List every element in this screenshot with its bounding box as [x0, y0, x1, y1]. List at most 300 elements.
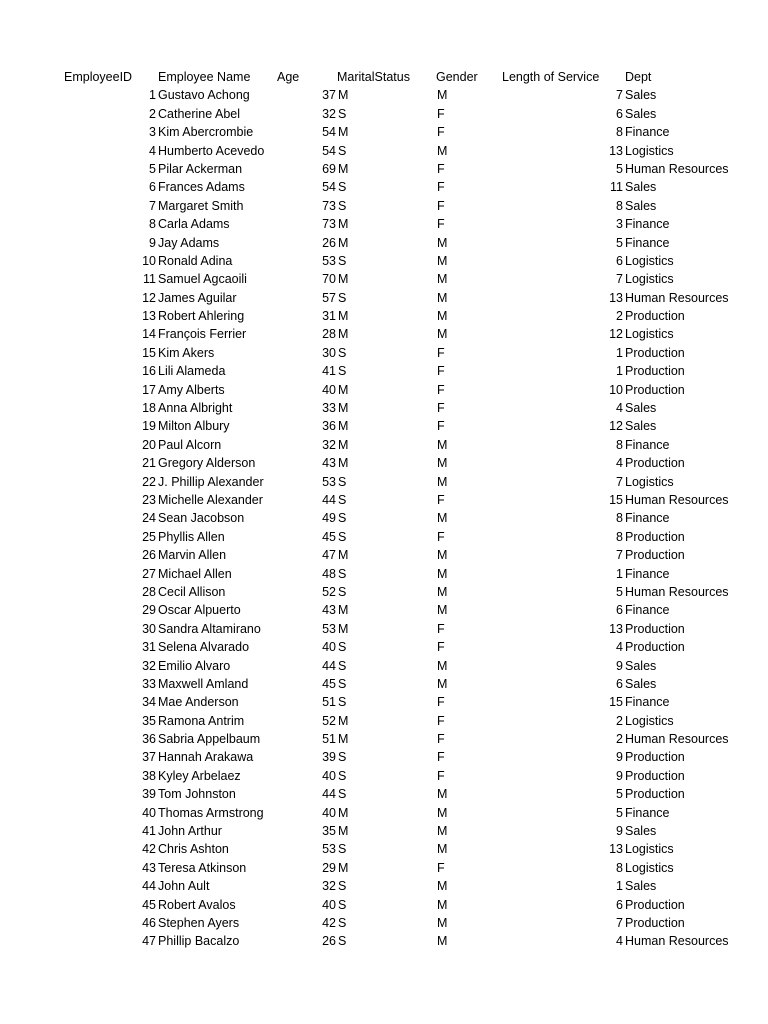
dept-cell[interactable]: Finance: [625, 603, 670, 618]
employee-name-cell[interactable]: James Aguilar: [158, 290, 237, 305]
length-of-service-cell[interactable]: 1: [616, 345, 623, 360]
employee-name-cell[interactable]: Mae Anderson: [158, 695, 239, 710]
dept-cell[interactable]: Finance: [625, 805, 670, 820]
length-of-service-cell[interactable]: 7: [616, 272, 623, 287]
marital-status-cell[interactable]: S: [338, 290, 347, 305]
age-cell[interactable]: 52: [322, 584, 336, 599]
employee-name-cell[interactable]: Lili Alameda: [158, 364, 226, 379]
employee-id-cell[interactable]: 36: [142, 732, 156, 747]
marital-status-cell[interactable]: M: [338, 161, 349, 176]
employee-id-cell[interactable]: 9: [149, 235, 156, 250]
dept-cell[interactable]: Human Resources: [625, 732, 729, 747]
gender-cell[interactable]: F: [437, 125, 445, 140]
length-of-service-cell[interactable]: 5: [616, 787, 623, 802]
header-gender[interactable]: Gender: [436, 70, 478, 84]
employee-id-cell[interactable]: 32: [142, 658, 156, 673]
employee-name-cell[interactable]: Emilio Alvaro: [158, 658, 231, 673]
employee-name-cell[interactable]: Teresa Atkinson: [158, 860, 247, 875]
dept-cell[interactable]: Production: [625, 640, 685, 655]
employee-id-cell[interactable]: 8: [149, 217, 156, 232]
gender-cell[interactable]: M: [437, 584, 448, 599]
length-of-service-cell[interactable]: 7: [616, 474, 623, 489]
marital-status-cell[interactable]: S: [338, 106, 347, 121]
employee-id-cell[interactable]: 30: [142, 621, 156, 636]
dept-cell[interactable]: Logistics: [625, 253, 674, 268]
marital-status-cell[interactable]: M: [338, 382, 349, 397]
employee-id-cell[interactable]: 37: [142, 750, 156, 765]
age-cell[interactable]: 33: [322, 401, 336, 416]
employee-id-cell[interactable]: 46: [142, 915, 156, 930]
gender-cell[interactable]: F: [437, 695, 445, 710]
dept-cell[interactable]: Logistics: [625, 860, 674, 875]
marital-status-cell[interactable]: S: [338, 529, 347, 544]
length-of-service-cell[interactable]: 8: [616, 198, 623, 213]
length-of-service-cell[interactable]: 5: [616, 235, 623, 250]
employee-name-cell[interactable]: Ronald Adina: [158, 253, 233, 268]
age-cell[interactable]: 40: [322, 805, 336, 820]
employee-id-cell[interactable]: 1: [149, 88, 156, 103]
marital-status-cell[interactable]: M: [338, 805, 349, 820]
marital-status-cell[interactable]: S: [338, 879, 347, 894]
length-of-service-cell[interactable]: 6: [616, 106, 623, 121]
gender-cell[interactable]: F: [437, 198, 445, 213]
age-cell[interactable]: 54: [322, 180, 336, 195]
dept-cell[interactable]: Finance: [625, 217, 670, 232]
age-cell[interactable]: 49: [322, 511, 336, 526]
age-cell[interactable]: 51: [322, 695, 336, 710]
employee-id-cell[interactable]: 40: [142, 805, 156, 820]
length-of-service-cell[interactable]: 15: [609, 492, 623, 507]
age-cell[interactable]: 47: [322, 548, 336, 563]
employee-name-cell[interactable]: Ramona Antrim: [158, 713, 245, 728]
employee-name-cell[interactable]: Humberto Acevedo: [158, 143, 265, 158]
age-cell[interactable]: 54: [322, 125, 336, 140]
dept-cell[interactable]: Finance: [625, 125, 670, 140]
dept-cell[interactable]: Production: [625, 364, 685, 379]
dept-cell[interactable]: Production: [625, 529, 685, 544]
employee-name-cell[interactable]: Gregory Alderson: [158, 456, 256, 471]
gender-cell[interactable]: M: [437, 676, 448, 691]
gender-cell[interactable]: F: [437, 345, 445, 360]
marital-status-cell[interactable]: S: [338, 253, 347, 268]
gender-cell[interactable]: M: [437, 566, 448, 581]
length-of-service-cell[interactable]: 8: [616, 529, 623, 544]
length-of-service-cell[interactable]: 6: [616, 897, 623, 912]
employee-id-cell[interactable]: 28: [142, 584, 156, 599]
length-of-service-cell[interactable]: 8: [616, 125, 623, 140]
dept-cell[interactable]: Human Resources: [625, 492, 729, 507]
employee-id-cell[interactable]: 34: [142, 695, 156, 710]
marital-status-cell[interactable]: S: [338, 566, 347, 581]
marital-status-cell[interactable]: M: [338, 621, 349, 636]
gender-cell[interactable]: M: [437, 603, 448, 618]
gender-cell[interactable]: F: [437, 732, 445, 747]
age-cell[interactable]: 40: [322, 897, 336, 912]
employee-id-cell[interactable]: 14: [142, 327, 156, 342]
length-of-service-cell[interactable]: 13: [609, 290, 623, 305]
length-of-service-cell[interactable]: 8: [616, 511, 623, 526]
length-of-service-cell[interactable]: 1: [616, 566, 623, 581]
dept-cell[interactable]: Production: [625, 548, 685, 563]
dept-cell[interactable]: Production: [625, 768, 685, 783]
employee-id-cell[interactable]: 41: [142, 824, 156, 839]
gender-cell[interactable]: F: [437, 382, 445, 397]
marital-status-cell[interactable]: M: [338, 437, 349, 452]
employee-name-cell[interactable]: Hannah Arakawa: [158, 750, 254, 765]
marital-status-cell[interactable]: S: [338, 768, 347, 783]
marital-status-cell[interactable]: M: [338, 217, 349, 232]
age-cell[interactable]: 26: [322, 235, 336, 250]
gender-cell[interactable]: M: [437, 309, 448, 324]
header-length-of-service[interactable]: Length of Service: [502, 70, 600, 84]
gender-cell[interactable]: M: [437, 805, 448, 820]
header-dept[interactable]: Dept: [625, 70, 652, 84]
dept-cell[interactable]: Production: [625, 309, 685, 324]
length-of-service-cell[interactable]: 9: [616, 768, 623, 783]
dept-cell[interactable]: Logistics: [625, 327, 674, 342]
employee-id-cell[interactable]: 39: [142, 787, 156, 802]
marital-status-cell[interactable]: S: [338, 897, 347, 912]
dept-cell[interactable]: Production: [625, 915, 685, 930]
age-cell[interactable]: 48: [322, 566, 336, 581]
dept-cell[interactable]: Sales: [625, 88, 657, 103]
employee-id-cell[interactable]: 22: [142, 474, 156, 489]
age-cell[interactable]: 37: [322, 88, 336, 103]
age-cell[interactable]: 32: [322, 879, 336, 894]
employee-name-cell[interactable]: Samuel Agcaoili: [158, 272, 247, 287]
dept-cell[interactable]: Sales: [625, 106, 657, 121]
employee-name-cell[interactable]: Anna Albright: [158, 401, 233, 416]
gender-cell[interactable]: F: [437, 640, 445, 655]
marital-status-cell[interactable]: M: [338, 603, 349, 618]
employee-id-cell[interactable]: 45: [142, 897, 156, 912]
employee-name-cell[interactable]: Stephen Ayers: [158, 915, 240, 930]
age-cell[interactable]: 53: [322, 842, 336, 857]
marital-status-cell[interactable]: S: [338, 695, 347, 710]
length-of-service-cell[interactable]: 2: [616, 309, 623, 324]
employee-id-cell[interactable]: 5: [149, 161, 156, 176]
dept-cell[interactable]: Logistics: [625, 143, 674, 158]
length-of-service-cell[interactable]: 5: [616, 161, 623, 176]
marital-status-cell[interactable]: M: [338, 235, 349, 250]
length-of-service-cell[interactable]: 4: [616, 640, 623, 655]
employee-name-cell[interactable]: Maxwell Amland: [158, 676, 249, 691]
dept-cell[interactable]: Logistics: [625, 474, 674, 489]
age-cell[interactable]: 57: [322, 290, 336, 305]
marital-status-cell[interactable]: S: [338, 842, 347, 857]
employee-id-cell[interactable]: 21: [142, 456, 156, 471]
length-of-service-cell[interactable]: 12: [609, 419, 623, 434]
gender-cell[interactable]: F: [437, 621, 445, 636]
employee-name-cell[interactable]: Michael Allen: [158, 566, 232, 581]
dept-cell[interactable]: Production: [625, 897, 685, 912]
employee-id-cell[interactable]: 33: [142, 676, 156, 691]
length-of-service-cell[interactable]: 8: [616, 860, 623, 875]
gender-cell[interactable]: M: [437, 511, 448, 526]
gender-cell[interactable]: M: [437, 235, 448, 250]
length-of-service-cell[interactable]: 3: [616, 217, 623, 232]
employee-name-cell[interactable]: Oscar Alpuerto: [158, 603, 241, 618]
age-cell[interactable]: 51: [322, 732, 336, 747]
employee-id-cell[interactable]: 2: [149, 106, 156, 121]
dept-cell[interactable]: Sales: [625, 658, 657, 673]
marital-status-cell[interactable]: S: [338, 474, 347, 489]
employee-id-cell[interactable]: 24: [142, 511, 156, 526]
gender-cell[interactable]: F: [437, 419, 445, 434]
length-of-service-cell[interactable]: 6: [616, 603, 623, 618]
dept-cell[interactable]: Production: [625, 787, 685, 802]
marital-status-cell[interactable]: S: [338, 915, 347, 930]
marital-status-cell[interactable]: S: [338, 640, 347, 655]
employee-name-cell[interactable]: Sean Jacobson: [158, 511, 245, 526]
marital-status-cell[interactable]: S: [338, 511, 347, 526]
gender-cell[interactable]: M: [437, 290, 448, 305]
employee-id-cell[interactable]: 12: [142, 290, 156, 305]
employee-name-cell[interactable]: Milton Albury: [158, 419, 230, 434]
dept-cell[interactable]: Finance: [625, 566, 670, 581]
dept-cell[interactable]: Human Resources: [625, 290, 729, 305]
dept-cell[interactable]: Finance: [625, 511, 670, 526]
gender-cell[interactable]: M: [437, 272, 448, 287]
marital-status-cell[interactable]: M: [338, 548, 349, 563]
employee-id-cell[interactable]: 47: [142, 934, 156, 949]
marital-status-cell[interactable]: S: [338, 750, 347, 765]
dept-cell[interactable]: Production: [625, 456, 685, 471]
employee-name-cell[interactable]: John Arthur: [158, 824, 222, 839]
employee-name-cell[interactable]: François Ferrier: [158, 327, 247, 342]
marital-status-cell[interactable]: M: [338, 824, 349, 839]
dept-cell[interactable]: Sales: [625, 879, 657, 894]
employee-id-cell[interactable]: 43: [142, 860, 156, 875]
marital-status-cell[interactable]: S: [338, 345, 347, 360]
employee-id-cell[interactable]: 25: [142, 529, 156, 544]
age-cell[interactable]: 28: [322, 327, 336, 342]
gender-cell[interactable]: F: [437, 364, 445, 379]
length-of-service-cell[interactable]: 7: [616, 915, 623, 930]
marital-status-cell[interactable]: M: [338, 327, 349, 342]
gender-cell[interactable]: M: [437, 842, 448, 857]
length-of-service-cell[interactable]: 13: [609, 842, 623, 857]
employee-id-cell[interactable]: 4: [149, 143, 156, 158]
age-cell[interactable]: 40: [322, 640, 336, 655]
gender-cell[interactable]: M: [437, 824, 448, 839]
marital-status-cell[interactable]: M: [338, 88, 349, 103]
length-of-service-cell[interactable]: 5: [616, 805, 623, 820]
length-of-service-cell[interactable]: 1: [616, 364, 623, 379]
age-cell[interactable]: 44: [322, 787, 336, 802]
employee-id-cell[interactable]: 17: [142, 382, 156, 397]
employee-name-cell[interactable]: Carla Adams: [158, 217, 230, 232]
age-cell[interactable]: 53: [322, 474, 336, 489]
dept-cell[interactable]: Sales: [625, 401, 657, 416]
employee-name-cell[interactable]: Cecil Allison: [158, 584, 226, 599]
age-cell[interactable]: 41: [322, 364, 336, 379]
length-of-service-cell[interactable]: 2: [616, 713, 623, 728]
length-of-service-cell[interactable]: 12: [609, 327, 623, 342]
employee-name-cell[interactable]: Sandra Altamirano: [158, 621, 261, 636]
length-of-service-cell[interactable]: 13: [609, 621, 623, 636]
marital-status-cell[interactable]: M: [338, 732, 349, 747]
dept-cell[interactable]: Logistics: [625, 272, 674, 287]
age-cell[interactable]: 43: [322, 603, 336, 618]
dept-cell[interactable]: Sales: [625, 824, 657, 839]
employee-name-cell[interactable]: Jay Adams: [158, 235, 220, 250]
employee-name-cell[interactable]: Kim Akers: [158, 345, 215, 360]
employee-id-cell[interactable]: 44: [142, 879, 156, 894]
dept-cell[interactable]: Production: [625, 750, 685, 765]
header-employee-name[interactable]: Employee Name: [158, 70, 251, 84]
age-cell[interactable]: 73: [322, 198, 336, 213]
employee-name-cell[interactable]: Selena Alvarado: [158, 640, 250, 655]
employee-id-cell[interactable]: 26: [142, 548, 156, 563]
dept-cell[interactable]: Human Resources: [625, 161, 729, 176]
gender-cell[interactable]: M: [437, 787, 448, 802]
header-employee-id[interactable]: EmployeeID: [64, 70, 133, 84]
marital-status-cell[interactable]: M: [338, 713, 349, 728]
age-cell[interactable]: 53: [322, 621, 336, 636]
marital-status-cell[interactable]: S: [338, 492, 347, 507]
dept-cell[interactable]: Production: [625, 382, 685, 397]
employee-id-cell[interactable]: 42: [142, 842, 156, 857]
length-of-service-cell[interactable]: 2: [616, 732, 623, 747]
dept-cell[interactable]: Production: [625, 345, 685, 360]
age-cell[interactable]: 40: [322, 768, 336, 783]
dept-cell[interactable]: Sales: [625, 180, 657, 195]
length-of-service-cell[interactable]: 5: [616, 584, 623, 599]
dept-cell[interactable]: Human Resources: [625, 584, 729, 599]
age-cell[interactable]: 32: [322, 437, 336, 452]
employee-name-cell[interactable]: Phyllis Allen: [158, 529, 225, 544]
gender-cell[interactable]: F: [437, 106, 445, 121]
age-cell[interactable]: 44: [322, 658, 336, 673]
marital-status-cell[interactable]: M: [338, 125, 349, 140]
age-cell[interactable]: 35: [322, 824, 336, 839]
length-of-service-cell[interactable]: 6: [616, 676, 623, 691]
age-cell[interactable]: 54: [322, 143, 336, 158]
employee-id-cell[interactable]: 7: [149, 198, 156, 213]
employee-id-cell[interactable]: 13: [142, 309, 156, 324]
gender-cell[interactable]: F: [437, 401, 445, 416]
marital-status-cell[interactable]: S: [338, 787, 347, 802]
age-cell[interactable]: 39: [322, 750, 336, 765]
employee-name-cell[interactable]: Robert Avalos: [158, 897, 236, 912]
gender-cell[interactable]: M: [437, 548, 448, 563]
marital-status-cell[interactable]: M: [338, 860, 349, 875]
age-cell[interactable]: 32: [322, 106, 336, 121]
gender-cell[interactable]: F: [437, 750, 445, 765]
marital-status-cell[interactable]: S: [338, 676, 347, 691]
age-cell[interactable]: 45: [322, 676, 336, 691]
employee-name-cell[interactable]: Pilar Ackerman: [158, 161, 243, 176]
employee-name-cell[interactable]: Phillip Bacalzo: [158, 934, 240, 949]
dept-cell[interactable]: Sales: [625, 419, 657, 434]
dept-cell[interactable]: Sales: [625, 198, 657, 213]
age-cell[interactable]: 36: [322, 419, 336, 434]
employee-id-cell[interactable]: 31: [142, 640, 156, 655]
employee-name-cell[interactable]: John Ault: [158, 879, 210, 894]
length-of-service-cell[interactable]: 9: [616, 824, 623, 839]
age-cell[interactable]: 45: [322, 529, 336, 544]
gender-cell[interactable]: M: [437, 658, 448, 673]
marital-status-cell[interactable]: M: [338, 456, 349, 471]
employee-name-cell[interactable]: Margaret Smith: [158, 198, 244, 213]
gender-cell[interactable]: M: [437, 327, 448, 342]
gender-cell[interactable]: M: [437, 474, 448, 489]
employee-name-cell[interactable]: Catherine Abel: [158, 106, 241, 121]
marital-status-cell[interactable]: S: [338, 180, 347, 195]
marital-status-cell[interactable]: S: [338, 584, 347, 599]
length-of-service-cell[interactable]: 11: [610, 180, 623, 195]
age-cell[interactable]: 52: [322, 713, 336, 728]
age-cell[interactable]: 43: [322, 456, 336, 471]
gender-cell[interactable]: M: [437, 915, 448, 930]
marital-status-cell[interactable]: M: [338, 419, 349, 434]
length-of-service-cell[interactable]: 10: [609, 382, 623, 397]
marital-status-cell[interactable]: S: [338, 143, 347, 158]
gender-cell[interactable]: F: [437, 492, 445, 507]
gender-cell[interactable]: M: [437, 879, 448, 894]
employee-id-cell[interactable]: 18: [142, 401, 156, 416]
age-cell[interactable]: 31: [322, 309, 336, 324]
employee-id-cell[interactable]: 20: [142, 437, 156, 452]
marital-status-cell[interactable]: M: [338, 401, 349, 416]
employee-name-cell[interactable]: Robert Ahlering: [158, 309, 245, 324]
gender-cell[interactable]: F: [437, 180, 445, 195]
employee-id-cell[interactable]: 6: [149, 180, 156, 195]
marital-status-cell[interactable]: M: [338, 309, 349, 324]
employee-id-cell[interactable]: 27: [142, 566, 156, 581]
employee-id-cell[interactable]: 16: [142, 364, 156, 379]
employee-name-cell[interactable]: Sabria Appelbaum: [158, 732, 261, 747]
employee-name-cell[interactable]: Tom Johnston: [158, 787, 236, 802]
employee-id-cell[interactable]: 11: [143, 272, 156, 287]
gender-cell[interactable]: F: [437, 161, 445, 176]
employee-name-cell[interactable]: Amy Alberts: [158, 382, 225, 397]
length-of-service-cell[interactable]: 15: [609, 695, 623, 710]
marital-status-cell[interactable]: S: [338, 658, 347, 673]
length-of-service-cell[interactable]: 13: [609, 143, 623, 158]
employee-name-cell[interactable]: Paul Alcorn: [158, 437, 222, 452]
length-of-service-cell[interactable]: 4: [616, 401, 623, 416]
length-of-service-cell[interactable]: 9: [616, 658, 623, 673]
dept-cell[interactable]: Logistics: [625, 842, 674, 857]
gender-cell[interactable]: F: [437, 529, 445, 544]
dept-cell[interactable]: Logistics: [625, 713, 674, 728]
gender-cell[interactable]: M: [437, 143, 448, 158]
gender-cell[interactable]: F: [437, 860, 445, 875]
age-cell[interactable]: 44: [322, 492, 336, 507]
gender-cell[interactable]: M: [437, 897, 448, 912]
length-of-service-cell[interactable]: 7: [616, 548, 623, 563]
header-age[interactable]: Age: [277, 70, 300, 84]
dept-cell[interactable]: Human Resources: [625, 934, 729, 949]
employee-name-cell[interactable]: Marvin Allen: [158, 548, 227, 563]
employee-id-cell[interactable]: 38: [142, 768, 156, 783]
employee-id-cell[interactable]: 10: [142, 253, 156, 268]
marital-status-cell[interactable]: S: [338, 198, 347, 213]
employee-name-cell[interactable]: J. Phillip Alexander: [158, 474, 264, 489]
age-cell[interactable]: 40: [322, 382, 336, 397]
gender-cell[interactable]: F: [437, 217, 445, 232]
employee-id-cell[interactable]: 35: [142, 713, 156, 728]
marital-status-cell[interactable]: S: [338, 364, 347, 379]
employee-id-cell[interactable]: 3: [149, 125, 156, 140]
employee-id-cell[interactable]: 29: [142, 603, 156, 618]
employee-name-cell[interactable]: Frances Adams: [158, 180, 245, 195]
employee-name-cell[interactable]: Kyley Arbelaez: [158, 768, 241, 783]
age-cell[interactable]: 69: [322, 161, 336, 176]
employee-id-cell[interactable]: 15: [142, 345, 156, 360]
